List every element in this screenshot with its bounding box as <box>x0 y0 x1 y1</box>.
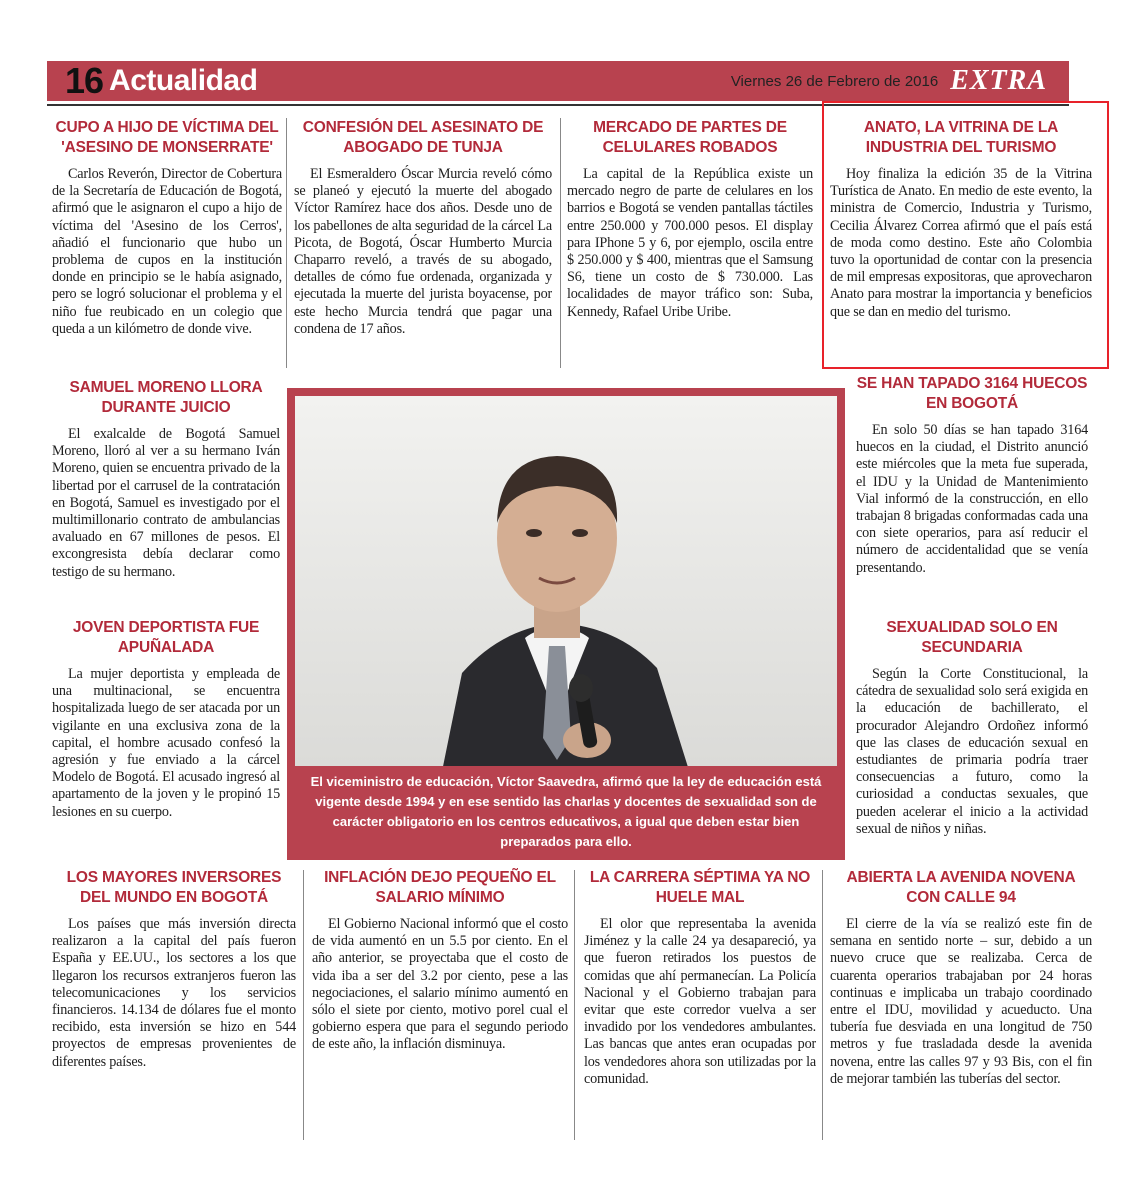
article-headline: LOS MAYORES INVERSORES DEL MUNDO EN BOGOTÁ <box>66 869 282 906</box>
article-body: La mujer deportista y empleada de una multinacional, se encuentra hospitalizada luego de ser atacada por un vigilante en una exclusiva zona de la capital, el hombre acusado confesó la agresión y fue enviado a la cárcel Modelo de Bogotá. El acusado ingresó al apartamento de la joven y le propinó 15 lesiones en su cuerpo. <box>52 666 280 820</box>
highlight-box <box>822 101 1109 369</box>
article-septima <box>584 868 816 1148</box>
article-cupo <box>52 118 282 380</box>
article-headline: SEXUALIDAD SOLO EN SECUNDARIA <box>886 619 1058 656</box>
article-headline: JOVEN DEPORTISTA FUE APUÑALADA <box>72 619 260 656</box>
article-joven <box>52 618 280 862</box>
article-samuel <box>52 378 280 608</box>
article-novena <box>830 868 1092 1148</box>
article-headline: SE HAN TAPADO 3164 HUECOS EN BOGOTÁ <box>856 375 1088 412</box>
section-header-band <box>47 61 1069 101</box>
article-inversores <box>52 868 296 1148</box>
article-headline: CUPO A HIJO DE VÍCTIMA DEL 'ASESINO DE MONSERRATE' <box>55 119 279 156</box>
article-confesion <box>294 118 552 380</box>
article-body: El olor que representaba la avenida Jiménez y la calle 24 ya desapareció, ya que fueron retirados los puestos de comidas que ahí permanecían. La Policía Nacional y el Gobierno trabajan para evitar que este corredor vuelva a ser invadido por los vendedores ambulantes. Las bancas que antes eran ocupadas por los vendedores ahora son utilizadas por la comunidad. <box>584 916 816 1087</box>
newspaper-logo: EXTRA <box>950 65 1047 96</box>
article-headline: ABIERTA LA AVENIDA NOVENA CON CALLE 94 <box>846 869 1076 906</box>
column-divider <box>822 870 823 1140</box>
article-mercado <box>567 118 813 380</box>
page-number: 16 <box>65 61 104 101</box>
article-body: En solo 50 días se han tapado 3164 huecos en la ciudad, el Distrito anunció este miércoles que la meta fue superada, el IDU y la Unidad de Mantenimiento Vial informó de la construcción, en ello trabajan 8 brigadas conformadas cada una con siete operarios, para así reducir el número de accidentalidad que se venía presentando. <box>856 422 1088 576</box>
article-body: Según la Corte Constitucional, la cátedra de sexualidad solo será exigida en la educación de bachillerato, el procurador Alejandro Ordoñez informó que las clases de educación sexual en estudiantes de primaria podría traer consecuencias a futuro, como la curiosidad a conductas sexuales, que pueden acelerar el inicio a la actividad sexual de niños y niñas. <box>856 666 1088 837</box>
article-huecos <box>856 374 1088 610</box>
article-headline: CONFESIÓN DEL ASESINATO DE ABOGADO DE TUNJA <box>302 119 544 156</box>
article-headline: SAMUEL MORENO LLORA DURANTE JUICIO <box>69 379 263 416</box>
article-headline: INFLACIÓN DEJO PEQUEÑO EL SALARIO MÍNIMO <box>324 869 556 906</box>
column-divider <box>286 118 287 368</box>
article-body: El exalcalde de Bogotá Samuel Moreno, lloró al ver a su hermano Iván Moreno, quien se encuentra privado de la libertad por el carrusel de la contratación en Bogotá, Samuel es investigado por el multimillonario contrato de ambulancias avaluado en 67 millones de pesos. El excongresista debía declarar como testigo de su hermano. <box>52 426 280 580</box>
article-body: El Esmeraldero Óscar Murcia reveló cómo se planeó y ejecutó la muerte del abogado Víctor Ramírez hace dos años. Desde uno de los pabellones de alta seguridad de la cárcel La Picota, de Bogotá, Óscar Humberto Murcia Chaparro reveló, a través de su abogado, detalles de cómo fue ordenada, organizada y ejecutada la muerte del jurista boyacense, por este hecho Murcia tendrá que pagar una condena de 17 años. <box>294 166 552 337</box>
article-body: Carlos Reverón, Director de Cobertura de la Secretaría de Educación de Bogotá, afirmó que le asignaron el cupo a hijo de víctima del 'Asesino de los Cerros', añadió el funcionario que hubo un problema de cupos en la institución donde en principio se le había asignado, pero se logró solucionar el problema y el niño fue reubicado en un colegio que queda a un kilómetro de donde vive. <box>52 166 282 337</box>
article-sexualidad <box>856 618 1088 862</box>
issue-date: Viernes 26 de Febrero de 2016 <box>730 72 939 90</box>
article-body: Hoy finaliza la edición 35 de la Vitrina Turística de Anato. En medio de este evento, la ministra de Comercio, Industria y Turismo, Cecilia Álvarez Correa afirmó que el país está de moda como destino. Este año Colombia tuvo la oportunidad de contar con la presencia de mil empresas expositoras, que aprovecharon Anato para mostrar la importancia y beneficios que se dan en medio del turismo. <box>830 166 1092 320</box>
section-title: Actualidad <box>109 64 258 97</box>
column-divider <box>560 118 561 368</box>
article-body: El Gobierno Nacional informó que el costo de vida aumentó en un 5.5 por ciento. En el año anterior, se proyectaba que el costo de vida iba a ser del 3.2 por ciento, pese a las negociaciones, el salario mínimo aumentó en sólo el siete por ciento, motivo porel cual el gobierno espera que para el segundo periodo de este año, la inflación disminuya. <box>312 916 568 1053</box>
photo-caption: El viceministro de educación, Víctor Saavedra, afirmó que la ley de educación está vigente desde 1994 y en ese sentido las charlas y docentes de sexualidad son de carácter obligatorio en los centros educativos, a igual que deben estar bien preparados para ello. <box>287 766 845 860</box>
news-photo <box>287 388 845 860</box>
column-divider <box>303 870 304 1140</box>
article-headline: LA CARRERA SÉPTIMA YA NO HUELE MAL <box>589 869 811 906</box>
article-body: Los países que más inversión directa realizaron a la capital del país fueron España y EE.UU., los sectores a los que llegaron los recursos extranjeros fueron las telecomunicaciones y los servicios financieros. 14.134 de dólares fue el monto recibido, esta inversión se hizo en 544 proyectos de empresas provenientes de diferentes países. <box>52 916 296 1070</box>
article-body: El cierre de la vía se realizó este fin de semana en sentido norte – sur, debido a un nuevo cruce que se realizaba. Cerca de cuarenta operarios trabajaban por 24 horas continuas e implicaba un trabajo coordinado entre el IDU, movilidad y acueducto. Una tubería fue desviada en una longitud de 750 metros y fue trasladada desde la avenida novena, entre las calles 97 y 93 Bis, con el fin de mejorar también las tuberías del sector. <box>830 916 1092 1087</box>
article-inflacion <box>312 868 568 1148</box>
column-divider <box>574 870 575 1140</box>
article-body: La capital de la República existe un mercado negro de parte de celulares en los barrios e Bogotá se venden pantallas táctiles entre 250.000 y 700.000 pesos. El display para IPhone 5 y 6, por ejemplo, oscila entre $ 250.000 y $ 400, mientras que el Samsung S6, tiene un costo de $ 730.000. Las localidades de mayor tráfico son: Suba, Kennedy, Rafael Uribe Uribe. <box>567 166 813 320</box>
article-headline: MERCADO DE PARTES DE CELULARES ROBADOS <box>593 119 787 156</box>
article-headline: ANATO, LA VITRINA DE LA INDUSTRIA DEL TURISMO <box>863 119 1059 156</box>
